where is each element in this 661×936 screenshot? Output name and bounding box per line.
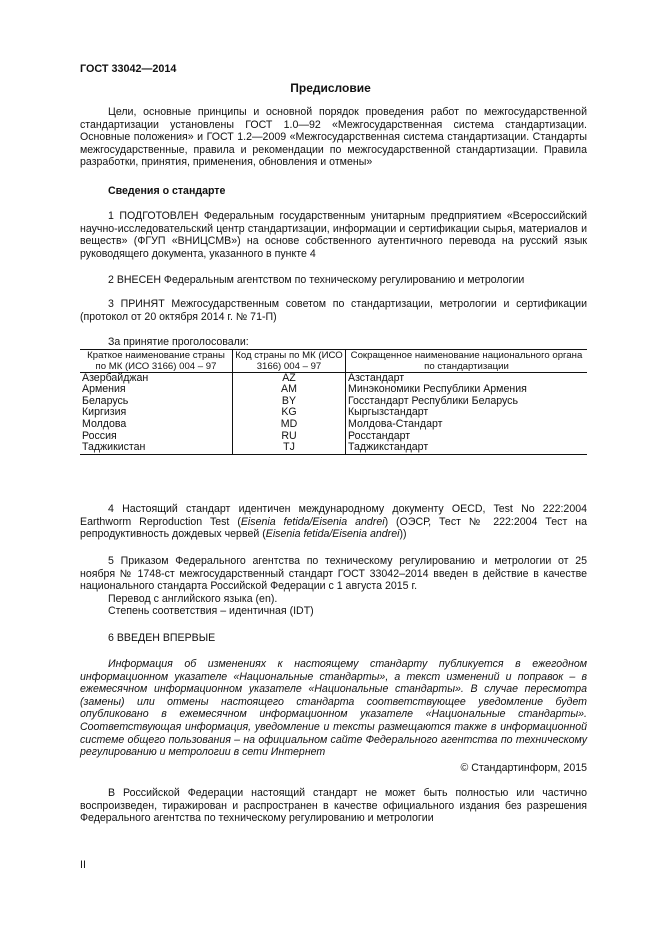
item-4 <box>80 503 587 541</box>
table-row <box>80 407 587 419</box>
item3-block <box>80 298 587 323</box>
table-cell-country: Россия <box>82 429 117 442</box>
item-4-species-2: Eisenia fetida/Eisenia andrei <box>265 528 400 541</box>
table-row <box>80 419 587 431</box>
table-cell-code: KG <box>233 407 346 419</box>
item-5-language: Перевод с английского языка (en). <box>108 592 278 605</box>
rights-block <box>80 787 587 825</box>
table-cell-country: Киргизия <box>82 406 127 419</box>
item-5-degree: Степень соответствия – идентичная (IDT) <box>108 605 314 618</box>
table-row <box>80 431 587 443</box>
table-cell-organ: Молдова-Стандарт <box>346 419 588 431</box>
document-header: ГОСТ 33042—2014 <box>80 63 177 75</box>
item-4-species-1: Eisenia fetida/Eisenia andrei <box>240 515 385 528</box>
table-cell-organ: Таджикстандарт <box>346 442 588 454</box>
vote-label: За принятие проголосовали: <box>108 336 249 348</box>
item-3: 3 ПРИНЯТ Межгосударственным советом по стандартизации, метрологии и сертификации (протокол от 20 октября 2014 г. № 71-П) <box>80 298 587 323</box>
table-cell-code: MD <box>233 419 346 431</box>
copyright: © Стандартинформ, 2015 <box>460 762 587 774</box>
table-cell-code: AM <box>233 384 346 396</box>
changes-info: Информация об изменениях к настоящему стандарту публикуется в ежегодном информационном указателе «Национальные стандарты», а текст изменений и поправок – в ежемесячном информационном указателе «Национальные стандарты». В случае пересмотра (замены) или отмены настоящего стандарта соответствующее уведомление будет опубликовано в ежемесячном информационном указателе «Национальные стандарты». Соответствующая информация, уведомление и тексты размещаются также в информационной системе общего пользования – на официальном сайте Федерального агентства по техническому регулированию и метрологии в сети Интернет <box>80 658 587 759</box>
subheading: Сведения о стандарте <box>108 185 226 197</box>
table-cell-organ: Кыргызстандарт <box>346 407 588 419</box>
table-cell-organ: Росстандарт <box>346 431 588 443</box>
table-header-country: Краткое наименование страны по МК (ИСО 3166) 004 – 97 <box>80 349 233 372</box>
info-block <box>80 658 587 759</box>
table-cell-country: Азербайджан <box>82 371 149 384</box>
page-number: II <box>80 859 86 871</box>
table-header-code: Код страны по МК (ИСО 3166) 004 – 97 <box>233 349 346 372</box>
intro-block <box>80 106 587 169</box>
table-header-organ: Сокращенное наименование национального органа по стандартизации <box>346 349 588 372</box>
item5-block <box>80 555 587 618</box>
intro-paragraph: Цели, основные принципы и основной порядок проведения работ по межгосударственной стандартизации установлены ГОСТ 1.0—92 «Межгосударственная система стандартизации. Основные положения» и ГОСТ 1.2—2009 «Межгосударственная система стандартизации. Стандарты межгосударственные, правила и рекомендации по межгосударственной стандартизации. Правила разработки, принятия, применения, обновления и отмены» <box>80 106 587 169</box>
item-1: 1 ПОДГОТОВЛЕН Федеральным государственным унитарным предприятием «Всероссийский научно-исследовательский центр стандартизации, информации и сертификации сырья, материалов и веществ» (ФГУП «ВНИЦСМВ») на основе собственного аутентичного перевода на русский язык руководящего документа, указанного в пункте 4 <box>80 210 587 260</box>
item-6: 6 ВВЕДЕН ВПЕРВЫЕ <box>108 632 216 644</box>
table-cell-country: Беларусь <box>82 394 129 407</box>
table-cell-code: AZ <box>233 372 346 384</box>
subheading-block <box>80 185 587 198</box>
table-row <box>80 396 587 408</box>
table-cell-organ: Азстандарт <box>346 372 588 384</box>
table-cell-country: Армения <box>82 383 126 396</box>
table-cell-code: RU <box>233 431 346 443</box>
item-4-text-c: ) (ОЭСР, Тест № 222:2004 Тест на репродуктивность дождевых червей ( <box>80 515 588 541</box>
item1-block <box>80 210 587 260</box>
countries-table <box>80 349 587 455</box>
table-cell-country: Таджикистан <box>80 442 233 454</box>
page-title: Предисловие <box>290 81 371 95</box>
vote-block <box>80 336 587 455</box>
item2-block <box>80 274 587 287</box>
table-cell-country: Молдова <box>82 417 127 430</box>
table-cell-code: BY <box>233 396 346 408</box>
table-row <box>80 442 587 454</box>
table-cell-code: TJ <box>233 442 346 454</box>
table-cell-organ: Госстандарт Республики Беларусь <box>346 396 588 408</box>
item4-block <box>80 503 587 541</box>
item-4-text-e: )) <box>399 528 407 541</box>
item-5: 5 Приказом Федерального агентства по техническому регулированию и метрологии от 25 ноября № 1748-ст межгосударственный стандарт ГОСТ 33042–2014 введен в действие в качестве национального стандарта Российской Федерации с 1 августа 2015 г. <box>80 555 587 593</box>
item-4-text-a: 4 Настоящий стандарт идентичен международному документу OECD, Test No 222:2004 Earthworm Reproduction Test ( <box>80 503 587 528</box>
rights-notice: В Российской Федерации настоящий стандарт не может быть полностью или частично воспроизведен, тиражирован и распространен в качестве официального издания без разрешения Федерального агентства по техническому регулированию и метрологии <box>80 787 587 825</box>
table-cell-organ: Минэкономики Республики Армения <box>346 384 588 396</box>
item6-block <box>80 632 587 645</box>
item-2: 2 ВНЕСЕН Федеральным агентством по техническому регулированию и метрологии <box>108 274 525 286</box>
